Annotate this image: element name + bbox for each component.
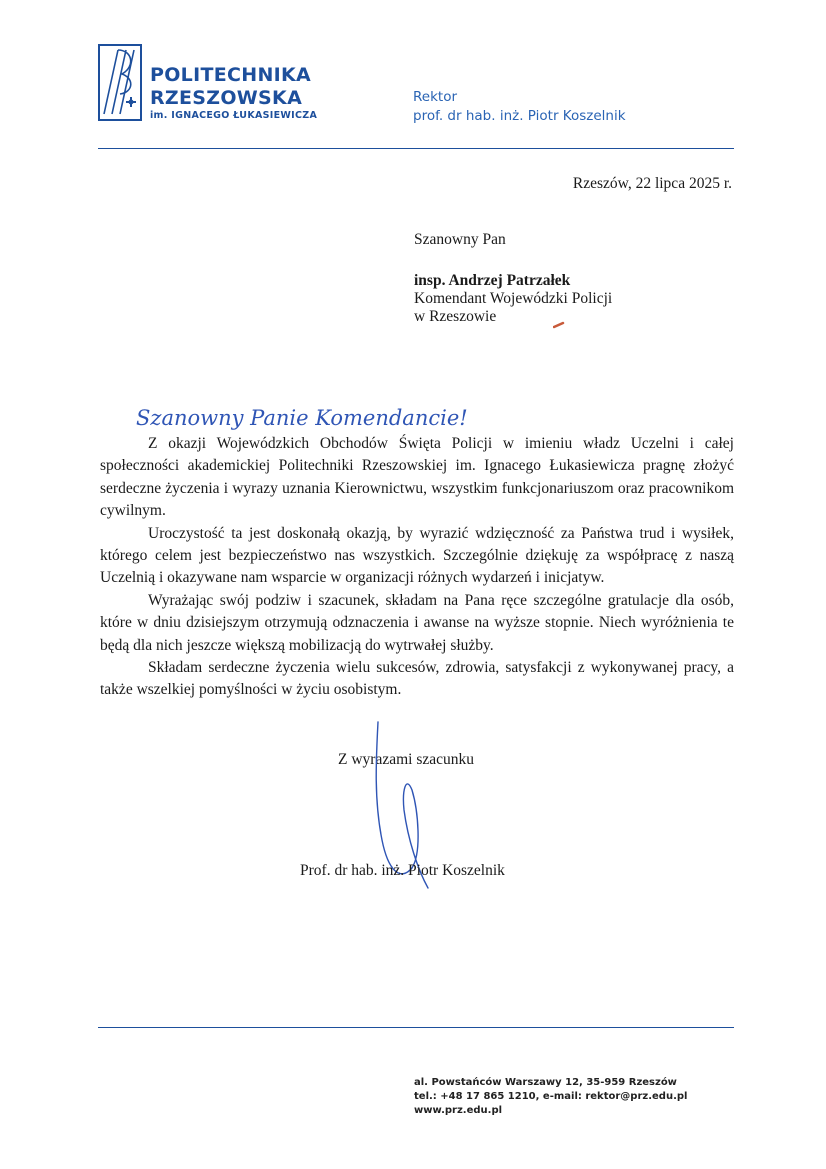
closing-phrase: Z wyrazami szacunku: [338, 751, 474, 768]
university-logo-icon: [98, 44, 142, 121]
body-paragraph-2: Uroczystość ta jest doskonałą okazją, by wyrazić wdzięczność za Państwa trud i wysiłek, którego celem jest bezpieczeństwo nas wszystkich. Szczególnie dziękuję za współpracę z naszą Uczelnią i okazywane nam wsparcie w organizacji różnych wydarzeń i inicjatyw.: [100, 524, 734, 587]
university-name-line3: im. IGNACEGO ŁUKASIEWICZA: [150, 110, 318, 121]
rector-title: Rektor: [413, 89, 458, 105]
signer-name: Prof. dr hab. inż. Piotr Koszelnik: [300, 862, 505, 879]
rector-name: prof. dr hab. inż. Piotr Koszelnik: [413, 108, 626, 124]
handwritten-salutation-text: Szanowny Panie Komendancie!: [136, 406, 468, 430]
footer-divider: [98, 1027, 734, 1028]
footer-web: www.prz.edu.pl: [414, 1105, 503, 1116]
letter-date: Rzeszów, 22 lipca 2025 r.: [572, 175, 732, 192]
recipient-name: insp. Andrzej Patrzałek: [414, 272, 571, 289]
recipient-city: w Rzeszowie: [414, 308, 497, 325]
salutation-intro: Szanowny Pan: [414, 231, 506, 248]
letter-body: [100, 433, 734, 702]
body-paragraph-4: Składam serdeczne życzenia wielu sukcesów, zdrowia, satysfakcji z wykonywanej pracy, a także wszelkiej pomyślności w życiu osobistym.: [100, 659, 734, 699]
body-paragraph-1: Z okazji Wojewódzkich Obchodów Święta Policji w imieniu władz Uczelni i całej społeczności akademickiej Politechniki Rzeszowskiej im. Ignacego Łukasiewicza pragnę złożyć serdeczne życzenia i wyrazy uznania Kierownictwu, wszystkim funkcjonariuszom oraz pracownikom cywilnym.: [100, 435, 734, 520]
footer-address: al. Powstańców Warszawy 12, 35-959 Rzeszów: [414, 1077, 677, 1088]
recipient-role: Komendant Wojewódzki Policji: [414, 290, 613, 307]
university-name-line1: POLITECHNIKA: [150, 64, 312, 86]
ink-mark-icon: [553, 321, 565, 329]
footer-contact: tel.: +48 17 865 1210, e-mail: rektor@prz.edu.pl: [414, 1091, 688, 1102]
header-divider: [98, 148, 734, 149]
university-name-line2: RZESZOWSKA: [150, 87, 303, 109]
body-paragraph-3: Wyrażając swój podziw i szacunek, składam na Pana ręce szczególne gratulacje dla osób, które w dniu dzisiejszym otrzymują odznaczenia i awanse na wyższe stopnie. Niech wyróżnienia te będą dla nich jeszcze większą mobilizacją do wytrwałej służby.: [100, 591, 734, 654]
